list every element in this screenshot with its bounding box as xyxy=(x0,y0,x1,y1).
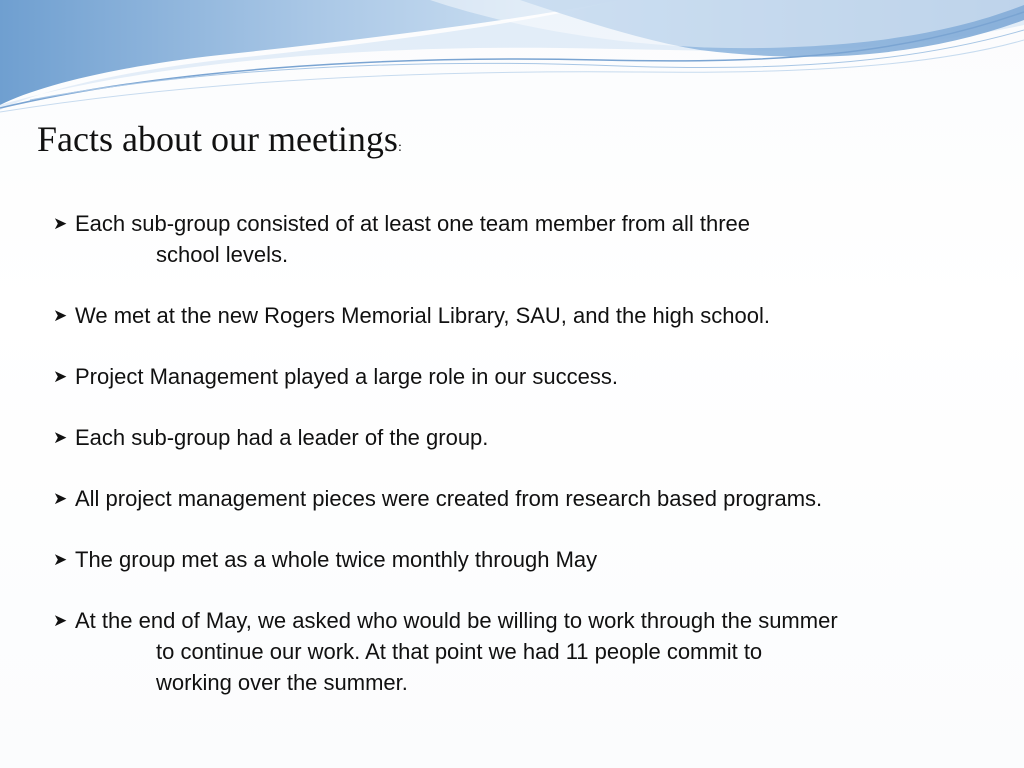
bullet-line: The group met as a whole twice monthly through May xyxy=(75,547,598,572)
bullet-line: All project management pieces were created from research based programs. xyxy=(75,486,823,511)
bullet-item xyxy=(53,483,993,514)
bullet-item xyxy=(53,605,993,698)
bullet-line: We met at the new Rogers Memorial Library, SAU, and the high school. xyxy=(75,303,770,328)
bullet-line: working over the summer. xyxy=(156,670,408,695)
arrow-bullet-icon: ➤ xyxy=(53,306,68,325)
bullet-line: school levels. xyxy=(156,242,289,267)
slide-title-text: Facts about our meetings xyxy=(37,119,398,159)
bullet-line: Each sub-group consisted of at least one team member from all three xyxy=(75,211,751,236)
bullet-item xyxy=(53,300,993,331)
bullet-item xyxy=(53,544,993,575)
arrow-bullet-icon: ➤ xyxy=(53,428,68,447)
bullet-item xyxy=(53,361,993,392)
bullet-line: Each sub-group had a leader of the group. xyxy=(75,425,489,450)
bullet-line: At the end of May, we asked who would be willing to work through the summer xyxy=(75,608,838,633)
bullet-line: Project Management played a large role in our success. xyxy=(75,364,618,389)
slide-title xyxy=(37,118,402,160)
header-wave-decoration xyxy=(0,0,1024,120)
bullet-item xyxy=(53,208,993,270)
slide-title-colon: : xyxy=(397,140,402,155)
bullet-item xyxy=(53,422,993,453)
bullet-line: to continue our work. At that point we had 11 people commit to xyxy=(156,639,763,664)
arrow-bullet-icon: ➤ xyxy=(53,367,68,386)
arrow-bullet-icon: ➤ xyxy=(53,550,68,569)
arrow-bullet-icon: ➤ xyxy=(53,214,68,233)
bullet-list xyxy=(53,208,993,728)
arrow-bullet-icon: ➤ xyxy=(53,489,68,508)
arrow-bullet-icon: ➤ xyxy=(53,611,68,630)
